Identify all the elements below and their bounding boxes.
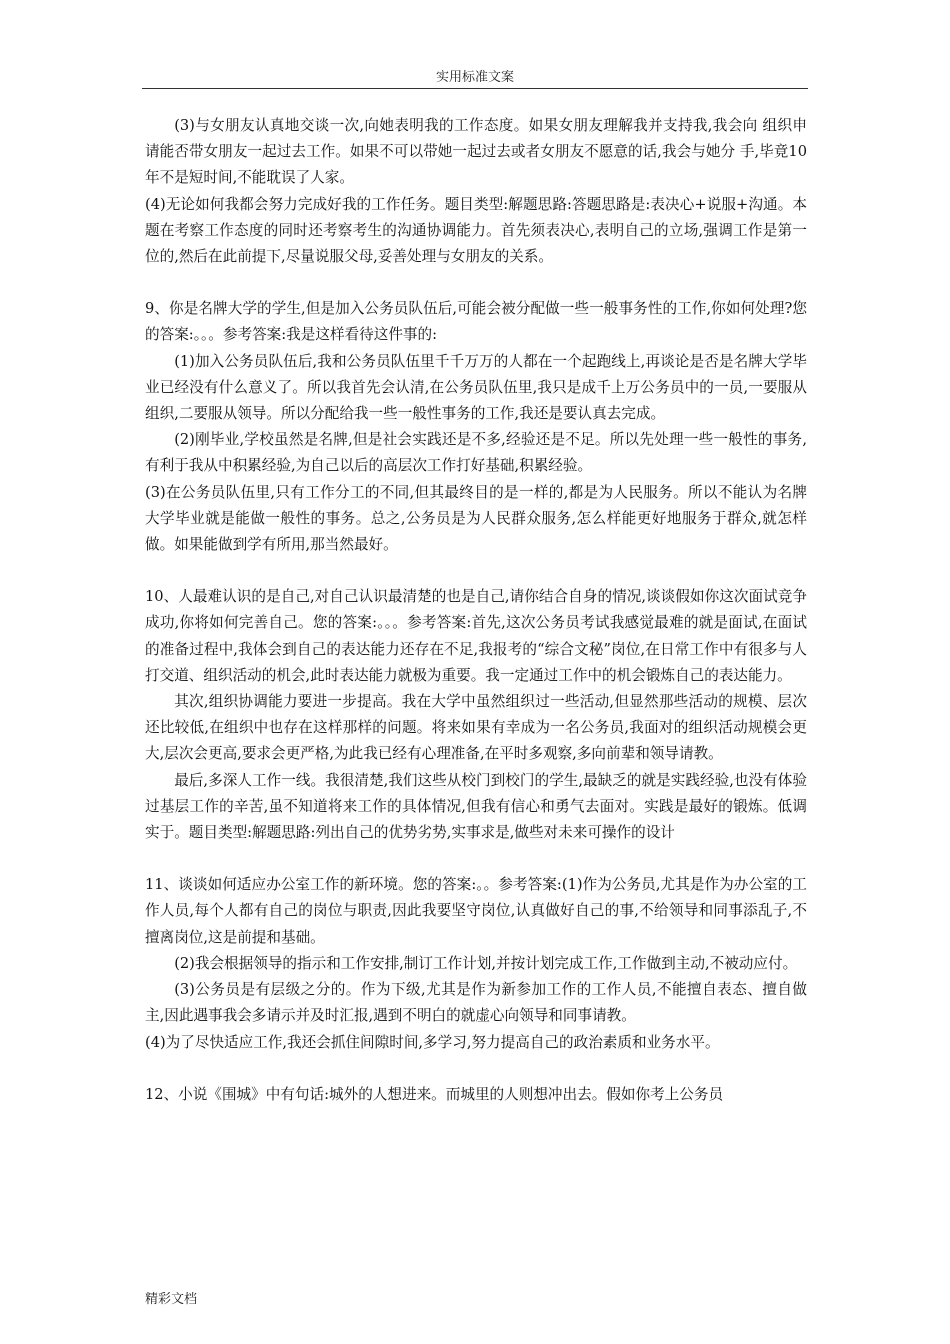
paragraph: (4)无论如何我都会努力完成好我的工作任务。题目类型:解题思路:答题思路是:表决心+说服+沟通。本题在考察工作态度的同时还考察考生的沟通协调能力。首先须表决心,表明自己的立场,强调工作是第一位的,然后在此前提下,尽量说服父母,妥善处理与女朋友的关系。: [145, 195, 807, 266]
paragraph: (4)为了尽快适应工作,我还会抓住间隙时间,多学习,努力提高自己的政治素质和业务水平。: [145, 1033, 720, 1051]
page-footer-text: 精彩文档: [145, 1292, 198, 1307]
page-header-title: 实用标准文案: [435, 70, 514, 85]
paragraph: 其次,组织协调能力要进一步提高。我在大学中虽然组织过一些活动,但显然那些活动的规模、层次还比较低,在组织中也存在这样那样的问题。将来如果有幸成为一名公务员,我面对的组织活动规模会更大,层次会更高,要求会更严格,为此我已经有心理准备,在平时多观察,多向前辈和领导请教。: [145, 693, 807, 763]
paragraph: (3)公务员是有层级之分的。作为下级,尤其是作为新参加工作的工作人员,不能擅自表态、擅自做主,因此遇事我会多请示并及时汇报,遇到不明白的就虚心向领导和同事请教。: [145, 981, 807, 1025]
question-paragraph: 10、人最难认识的是自己,对自己认识最清楚的也是自己,请你结合自身的情况,谈谈假如你这次面试竞争成功,你将如何完善自己。您的答案:。。。参考答案:首先,这次公务员考试我感觉最难的就是面试,在面试的准备过程中,我体会到自己的表达能力还存在不足,我报考的“综合文秘”岗位,在日常工作中有很多与人打交道、组织活动的机会,此时表达能力就极为重要。我一定通过工作中的机会锻炼自己的表达能力。: [145, 588, 807, 684]
paragraph-gap: [145, 1056, 807, 1082]
paragraph: (3)与女朋友认真地交谈一次,向她表明我的工作态度。如果女朋友理解我并支持我,我会向 组织申请能否带女朋友一起过去工作。如果不可以带她一起过去或者女朋友不愿意的话,我会与她分 手,毕竟10年不是短时间,不能耽误了人家。: [145, 117, 807, 187]
header-divider: [142, 88, 808, 89]
question-paragraph: 9、你是名牌大学的学生,但是加入公务员队伍后,可能会被分配做一些一般事务性的工作,你如何处理?您的答案:。。。参考答案:我是这样看待这件事的:: [145, 300, 807, 344]
question-paragraph: 12、小说《围城》中有句话:城外的人想进来。而城里的人则想冲出去。假如你考上公务员: [145, 1085, 724, 1103]
paragraph: 最后,多深人工作一线。我很清楚,我们这些从校门到校门的学生,最缺乏的就是实践经验,也没有体验过基层工作的辛苦,虽不知道将来工作的具体情况,但我有信心和勇气去面对。实践是最好的锻炼。低调实于。题目类型:解题思路:列出自己的优势劣势,实事求是,做些对未来可操作的设计: [145, 771, 807, 842]
document-body: [145, 113, 807, 1108]
question-paragraph: 11、谈谈如何适应办公室工作的新环境。您的答案:。。参考答案:(1)作为公务员,尤其是作为办公室的工作人员,每个人都有自己的岗位与职责,因此我要坚守岗位,认真做好自己的事,不给领导和同事添乱子,不擅离岗位,这是前提和基础。: [145, 876, 807, 946]
paragraph: (2)我会根据领导的指示和工作安排,制订工作计划,并按计划完成工作,工作做到主动,不被动应付。: [174, 954, 798, 972]
paragraph-gap: [145, 846, 807, 872]
paragraph-gap: [145, 270, 807, 296]
paragraph: (1)加入公务员队伍后,我和公务员队伍里千千万万的人都在一个起跑线上,再谈论是否是名牌大学毕业已经没有什么意义了。所以我首先会认清,在公务员队伍里,我只是成千上万公务员中的一员,一要服从组织,二要服从领导。所以分配给我一些一般性事务的工作,我还是要认真去完成。: [145, 352, 807, 423]
paragraph: (2)刚毕业,学校虽然是名牌,但是社会实践还是不多,经验还是不足。所以先处理一些一般性的事务,有利于我从中积累经验,为自己以后的高层次工作打好基础,积累经验。: [145, 431, 807, 475]
paragraph: (3)在公务员队伍里,只有工作分工的不同,但其最终目的是一样的,都是为人民服务。所以不能认为名牌大学毕业就是能做一般性的事务。总之,公务员是为人民群众服务,怎么样能更好地服务于群众,就怎样做。如果能做到学有所用,那当然最好。: [145, 483, 807, 554]
paragraph-gap: [145, 558, 807, 584]
